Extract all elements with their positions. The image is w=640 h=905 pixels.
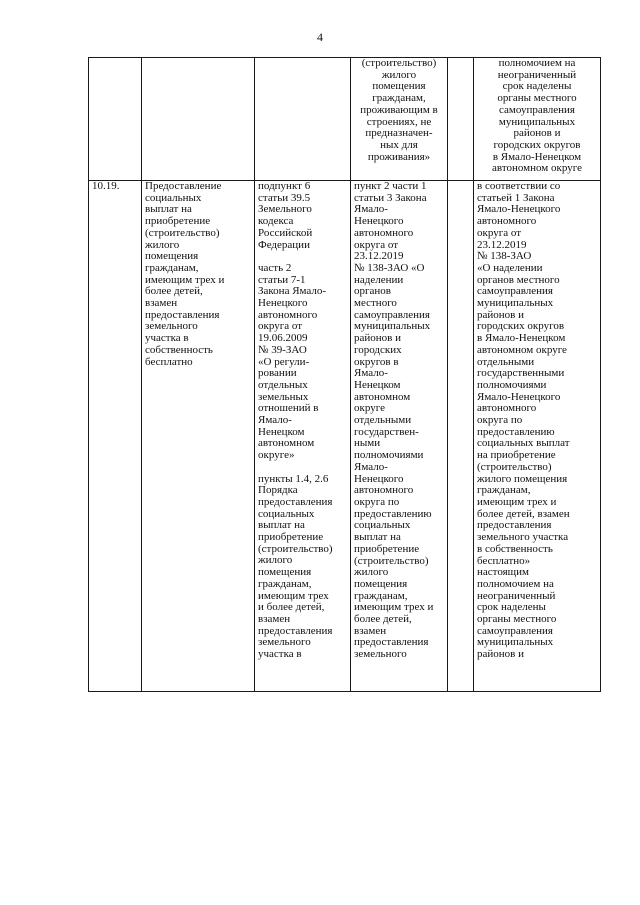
cell-line: городских округов — [493, 138, 581, 151]
cell-line: ными — [354, 437, 381, 450]
cell-line: жилого — [381, 68, 417, 81]
cell-line: Закона Ямало- — [258, 285, 327, 298]
cell-line: автономного — [354, 226, 414, 239]
cell-line: округа от — [354, 238, 399, 251]
cell-line: собственность — [145, 343, 213, 356]
cell-line: Ненецком — [258, 425, 305, 438]
cell-line: предоставления — [258, 495, 333, 508]
service-name-cell — [142, 58, 255, 181]
row-number-cell — [89, 58, 142, 181]
cell-line: земельного участка — [477, 531, 569, 544]
cell-line: статьи 7-1 — [258, 273, 306, 286]
cell-line: кодекса — [258, 215, 294, 228]
cell-line: полномочиями — [354, 449, 424, 462]
cell-line: органов — [354, 285, 391, 298]
cell-line: настоящим — [477, 566, 529, 579]
cell-line: жилого помещения — [477, 472, 568, 485]
cell-line: автономного — [354, 484, 414, 497]
cell-line-gap — [258, 462, 347, 474]
cell-line: районов и — [477, 308, 524, 321]
cell-line: предоставления — [145, 308, 220, 321]
cell-line: органы местного — [477, 613, 557, 626]
cell-line: помещения — [354, 577, 408, 590]
cell-line: отдельными — [354, 414, 412, 427]
cell-line: автономного — [477, 215, 537, 228]
cell-line: выплат на — [145, 203, 192, 216]
authority-cell — [474, 181, 601, 692]
cell-line: 23.12.2019 — [477, 238, 527, 251]
cell-line: органов местного — [477, 273, 560, 286]
cell-line: «О наделении — [477, 261, 543, 274]
cell-line: социальных — [145, 191, 202, 204]
cell-line: пункт 2 части 1 — [354, 180, 427, 192]
cell-line: в Ямало-Ненецком — [492, 150, 582, 163]
cell-line: полномочием на — [477, 577, 554, 590]
cell-line: районов и — [477, 648, 524, 661]
cell-line: муниципальных — [354, 320, 431, 333]
cell-line: земельного — [354, 648, 407, 661]
cell-line: районов и — [354, 332, 401, 345]
cell-line: помещения — [145, 250, 199, 263]
cell-line: предоставления — [354, 636, 429, 649]
cell-line: Ненецкого — [354, 472, 404, 485]
cell-line: приобретение — [145, 215, 211, 228]
cell-line: срок наделены — [477, 601, 546, 614]
cell-line: жилого — [258, 554, 293, 567]
cell-line: муниципальных — [477, 636, 554, 649]
page-number: 4 — [317, 30, 323, 44]
cell-line: предоставлению — [477, 425, 555, 438]
cell-line: районов и — [513, 127, 561, 140]
cell-line: автономном — [354, 390, 411, 403]
cell-line: часть 2 — [258, 261, 292, 274]
cell-line: ных для — [380, 138, 418, 151]
cell-line: самоуправления — [499, 103, 575, 116]
cell-line: отношений в — [258, 402, 319, 415]
cell-line: неограниченный — [497, 68, 577, 81]
cell-line: статьи 3 Закона — [354, 191, 427, 204]
cell-line: проживания» — [367, 150, 431, 163]
cell-line: на приобретение — [477, 449, 556, 462]
cell-line: социальных — [258, 507, 315, 520]
cell-line: более детей, — [145, 285, 203, 298]
cell-line: органы местного — [497, 92, 577, 105]
cell-line: в соответствии со — [477, 180, 561, 192]
cell-line: в собственность — [477, 542, 553, 555]
cell-line: земельных — [258, 390, 309, 403]
cell-line: Ненецкого — [354, 215, 404, 228]
cell-line: участка в — [258, 648, 302, 661]
cell-line: округа по — [354, 495, 400, 508]
cell-line: автономном — [258, 437, 315, 450]
cell-line: (строительство) — [361, 57, 437, 69]
cell-line: приобретение — [258, 531, 324, 544]
cell-line: бесплатно — [145, 355, 193, 368]
cell-line: гражданам, — [372, 92, 426, 105]
cell-line: земельного — [258, 636, 311, 649]
cell-line: помещения — [258, 566, 312, 579]
cell-line: «О регули- — [258, 355, 310, 368]
cell-line: Ненецкого — [258, 297, 308, 310]
cell-line: выплат на — [258, 519, 305, 532]
cell-line: гражданам, — [477, 484, 531, 497]
cell-line: городских — [354, 343, 402, 356]
cell-line: помещения — [372, 80, 426, 93]
cell-line: приобретение — [354, 542, 420, 555]
cell-line: городских округов — [477, 320, 565, 333]
cell-line: взамен — [258, 612, 291, 625]
cell-line: жилого — [354, 566, 389, 579]
cell-line: местного — [354, 297, 397, 310]
empty-cell — [448, 181, 474, 692]
empty-cell — [448, 58, 474, 181]
cell-line: 23.12.2019 — [354, 250, 404, 263]
cell-line: Ненецком — [354, 378, 401, 391]
cell-line: государственными — [477, 367, 565, 380]
document-table — [88, 57, 601, 692]
cell-line: гражданам, — [258, 577, 312, 590]
cell-line: самоуправления — [354, 308, 430, 321]
cell-line: имеющим трех и — [145, 273, 225, 286]
cell-line: Российской — [258, 226, 313, 239]
cell-line: более детей, взамен — [477, 507, 570, 520]
cell-line: муниципальных — [477, 297, 554, 310]
cell-line: предоставлению — [354, 507, 432, 520]
cell-line: автономного — [477, 402, 537, 415]
service-name-cell — [142, 181, 255, 692]
cell-line: выплат на — [354, 531, 401, 544]
row-number-cell: 10.19. — [89, 181, 142, 692]
cell-line: взамен — [145, 297, 178, 310]
cell-line: округа от — [477, 226, 522, 239]
cell-line: бесплатно» — [477, 554, 531, 567]
cell-line: более детей, — [354, 613, 412, 626]
cell-line: Федерации — [258, 238, 310, 251]
cell-line: Ямало- — [354, 203, 388, 216]
cell-line: отдельными — [477, 355, 535, 368]
cell-line: проживающим в — [360, 103, 438, 116]
federal-basis-cell — [255, 58, 351, 181]
federal-basis-cell — [255, 181, 351, 692]
regional-basis-cell — [351, 181, 448, 692]
cell-line: (строительство) — [258, 542, 333, 555]
cell-line: самоуправления — [477, 624, 553, 637]
cell-line: Ямало-Ненецкого — [477, 390, 561, 403]
cell-line: автономного — [258, 308, 318, 321]
cell-line: полномочием на — [498, 57, 576, 69]
regional-basis-cell — [351, 58, 448, 181]
cell-line: Порядка — [258, 484, 298, 497]
cell-line: жилого — [145, 238, 180, 251]
cell-line: отдельных — [258, 378, 308, 391]
cell-line: (строительство) — [145, 226, 220, 239]
cell-line: полномочиями — [477, 378, 547, 391]
cell-line: в Ямало-Ненецком — [477, 332, 566, 345]
cell-line: статьи 39.5 — [258, 191, 311, 204]
cell-line: округе — [354, 402, 385, 415]
cell-line: Предоставление — [145, 180, 222, 192]
cell-line: автономном округе — [477, 343, 567, 356]
cell-line: наделении — [354, 273, 404, 286]
cell-line: неограниченный — [477, 589, 556, 602]
cell-line: и более детей, — [258, 601, 325, 614]
cell-line: земельного — [145, 320, 198, 333]
cell-line: округа по — [477, 414, 523, 427]
cell-line: Ямало- — [354, 460, 388, 473]
cell-line: автономном округе — [492, 162, 582, 175]
cell-line: 19.06.2009 — [258, 332, 308, 345]
cell-line: муниципальных — [498, 115, 576, 128]
cell-line: государствен- — [354, 425, 419, 438]
cell-line: статьей 1 Закона — [477, 191, 555, 204]
cell-line: строениях, не — [366, 115, 432, 128]
cell-line: имеющим трех и — [354, 601, 434, 614]
cell-line: № 138-ЗАО «О — [354, 261, 425, 274]
cell-line: округе» — [258, 449, 295, 462]
table-row — [89, 58, 601, 181]
cell-line: социальных — [354, 519, 411, 532]
cell-line: № 138-ЗАО — [477, 250, 532, 263]
cell-line: округов в — [354, 355, 399, 368]
cell-line: Ямало- — [258, 414, 292, 427]
cell-line: № 39-ЗАО — [258, 343, 307, 356]
table-row — [89, 181, 601, 692]
cell-line: имеющим трех и — [477, 495, 557, 508]
cell-line: пункты 1.4, 2.6 — [258, 472, 329, 485]
cell-line: предоставления — [477, 519, 552, 532]
cell-line: самоуправления — [477, 285, 553, 298]
cell-line: гражданам, — [145, 261, 199, 274]
cell-line: гражданам, — [354, 589, 408, 602]
cell-line: срок наделены — [502, 80, 572, 93]
cell-line: предоставления — [258, 624, 333, 637]
cell-line: ровании — [258, 367, 297, 380]
cell-line: имеющим трех — [258, 589, 329, 602]
cell-line: предназначен- — [365, 127, 433, 140]
cell-line: округа от — [258, 320, 303, 333]
cell-line: (строительство) — [477, 460, 552, 473]
cell-line: (строительство) — [354, 554, 429, 567]
cell-line: Земельного — [258, 203, 312, 216]
cell-line: Ямало-Ненецкого — [477, 203, 561, 216]
cell-line: Ямало- — [354, 367, 388, 380]
cell-line: подпункт 6 — [258, 180, 311, 192]
cell-line: социальных выплат — [477, 437, 570, 450]
cell-line: участка в — [145, 332, 189, 345]
authority-cell — [474, 58, 601, 181]
cell-line: взамен — [354, 624, 387, 637]
